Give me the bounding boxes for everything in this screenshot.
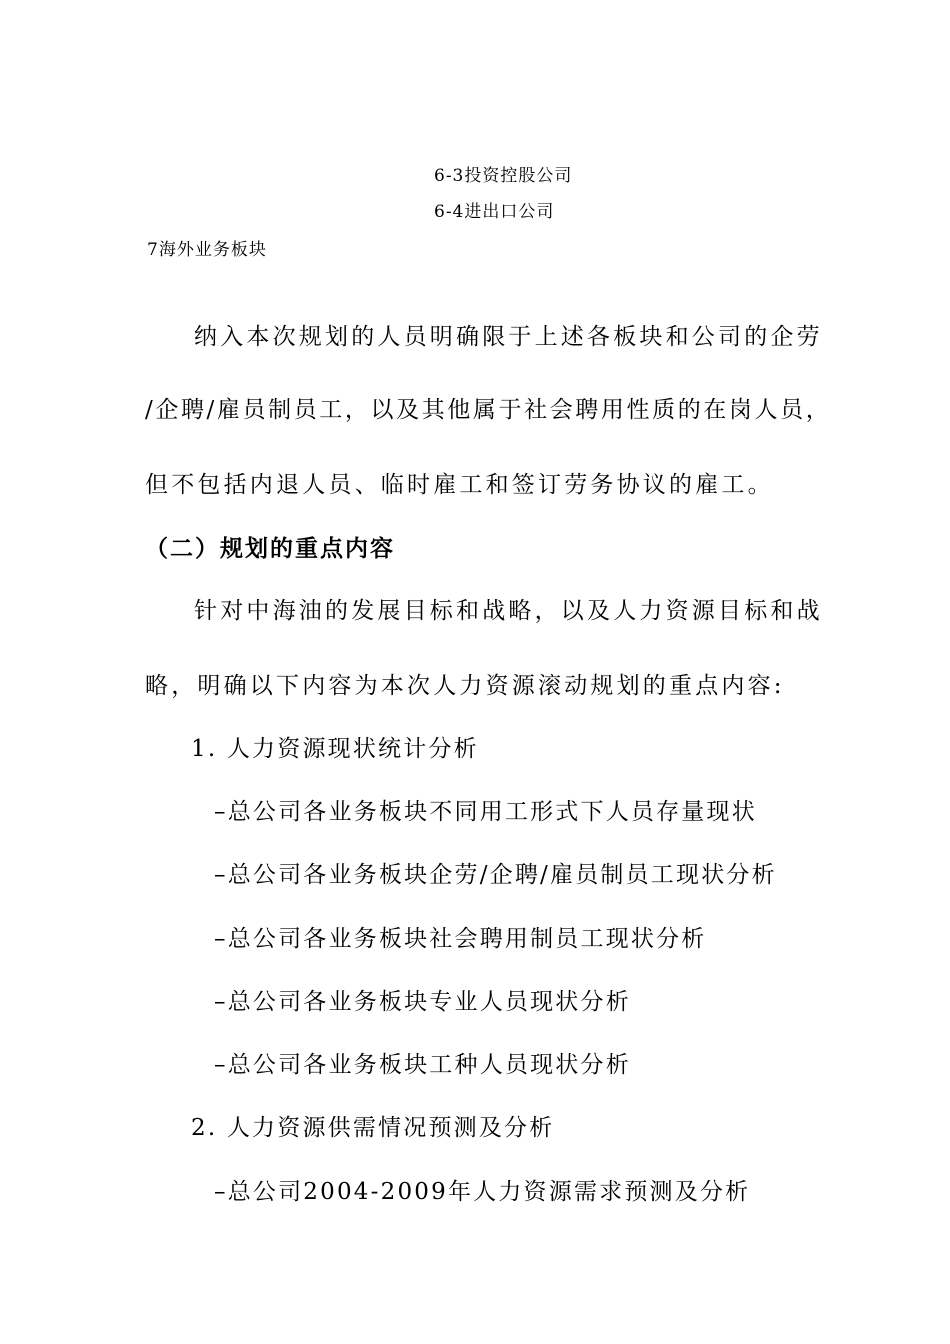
- scope-paragraph-line-2: /企聘/雇员制员工，以及其他属于社会聘用性质的在岗人员，: [145, 397, 832, 423]
- list-item-1-title: 1. 人力资源现状统计分析: [191, 736, 479, 762]
- scope-paragraph-line-1: 纳入本次规划的人员明确限于上述各板块和公司的企劳: [194, 324, 823, 350]
- org-item-investment-holding: 6-3投资控股公司: [434, 166, 573, 186]
- intro-paragraph-line-2: 略，明确以下内容为本次人力资源滚动规划的重点内容:: [145, 673, 785, 699]
- list-item-1-sub-3: –总公司各业务板块社会聘用制员工现状分析: [214, 926, 707, 952]
- list-item-1-sub-4: –总公司各业务板块专业人员现状分析: [214, 989, 631, 1015]
- list-item-2-title: 2. 人力资源供需情况预测及分析: [191, 1115, 555, 1141]
- list-item-2-sub-1: –总公司2004-2009年人力资源需求预测及分析: [214, 1179, 751, 1205]
- org-item-import-export: 6-4进出口公司: [434, 202, 555, 222]
- section-heading: （二）规划的重点内容: [145, 535, 395, 562]
- list-item-1-sub-1: –总公司各业务板块不同用工形式下人员存量现状: [214, 799, 757, 825]
- list-item-1-sub-2: –总公司各业务板块企劳/企聘/雇员制员工现状分析: [214, 862, 777, 888]
- intro-paragraph-line-1: 针对中海油的发展目标和战略，以及人力资源目标和战: [194, 598, 823, 624]
- org-item-overseas: 7海外业务板块: [147, 240, 267, 260]
- list-item-1-sub-5: –总公司各业务板块工种人员现状分析: [214, 1052, 631, 1078]
- scope-paragraph-line-3: 但不包括内退人员、临时雇工和签订劳务协议的雇工。: [145, 472, 774, 498]
